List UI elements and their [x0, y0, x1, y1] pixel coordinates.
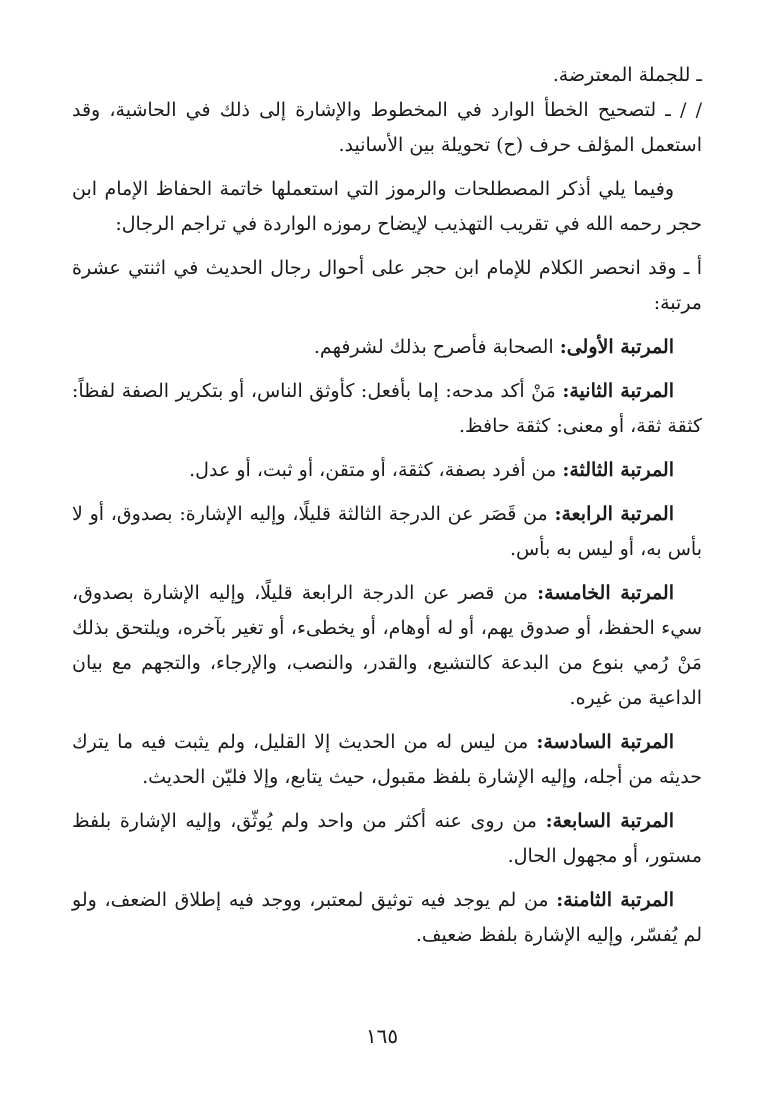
- rank-7-paragraph: [72, 804, 702, 874]
- rank-text: من ليس له من الحديث إلا القليل، ولم يثبت فيه ما يترك حديثه من أجله، وإليه الإشارة بلفظ مقبول، حيث يتابع، وإلا فليّن الحديث.: [72, 731, 702, 788]
- rank-text: مَنْ أكد مدحه: إما بأفعل: كأوثق الناس، أو بتكرير الصفة لفظاً: كثقة ثقة، أو معنى: كثقة حافظ.: [72, 380, 702, 437]
- page-number: ١٦٥: [365, 1024, 399, 1048]
- rank-text: من أفرد بصفة، كثقة، أو متقن، أو ثبت، أو عدل.: [189, 459, 557, 481]
- rank-3-paragraph: [72, 453, 702, 488]
- section-a-text: أ ـ وقد انحصر الكلام للإمام ابن حجر على أحوال رجال الحديث في اثنتي عشرة مرتبة:: [72, 257, 702, 314]
- rank-4-paragraph: [72, 497, 702, 567]
- rank-label: المرتبة الثالثة:: [562, 459, 674, 481]
- symbol-line-correction: [72, 93, 702, 163]
- symbol-text: / / ـ لتصحيح الخطأ الوارد في المخطوط والإشارة إلى ذلك في الحاشية، وقد استعمل المؤلف حرف (ح) تحويلة بين الأسانيد.: [72, 99, 702, 156]
- rank-label: المرتبة الخامسة:: [537, 582, 675, 604]
- page-body: [72, 58, 702, 953]
- rank-text: الصحابة فأصرح بذلك لشرفهم.: [313, 336, 554, 358]
- rank-text: من لم يوجد فيه توثيق لمعتبر، ووجد فيه إطلاق الضعف، ولو لم يُفسّر، وإليه الإشارة بلفظ ضعيف.: [72, 889, 702, 946]
- rank-label: المرتبة الثانية:: [562, 380, 674, 402]
- intro-text: وفيما يلي أذكر المصطلحات والرموز التي استعملها خاتمة الحفاظ الإمام ابن حجر رحمه الله في تقريب التهذيب لإيضاح رموزه الواردة في تراجم الرجال:: [72, 178, 702, 235]
- symbol-text: ـ للجملة المعترضة.: [552, 64, 702, 86]
- intro-paragraph: [72, 172, 702, 242]
- rank-8-paragraph: [72, 883, 702, 953]
- rank-label: المرتبة الرابعة:: [554, 503, 674, 525]
- rank-label: المرتبة السابعة:: [545, 810, 674, 832]
- rank-label: المرتبة الأولى:: [559, 336, 674, 358]
- rank-text: من قَصَر عن الدرجة الثالثة قليلًا، وإليه الإشارة: بصدوق، أو لا بأس به، أو ليس به بأس.: [72, 503, 702, 560]
- symbol-line-parenthetical: [72, 58, 702, 93]
- rank-text: من قصر عن الدرجة الرابعة قليلًا، وإليه الإشارة بصدوق، سيء الحفظ، أو صدوق يهم، أو له أوهام، أو يخطىء، أو تغير بآخره، ويلتحق بذلك مَنْ رُمي بنوع من البدعة كالتشيع، والقدر، والنصب، والإرجاء، والتجهم مع بيان الداعية من غيره.: [72, 582, 702, 709]
- rank-5-paragraph: [72, 576, 702, 716]
- rank-2-paragraph: [72, 374, 702, 444]
- rank-label: المرتبة السادسة:: [536, 731, 674, 753]
- rank-1-paragraph: [72, 330, 702, 365]
- section-a-paragraph: [72, 251, 702, 321]
- rank-text: من روى عنه أكثر من واحد ولم يُوثّق، وإليه الإشارة بلفظ مستور، أو مجهول الحال.: [72, 810, 702, 867]
- rank-6-paragraph: [72, 725, 702, 795]
- rank-label: المرتبة الثامنة:: [556, 889, 674, 911]
